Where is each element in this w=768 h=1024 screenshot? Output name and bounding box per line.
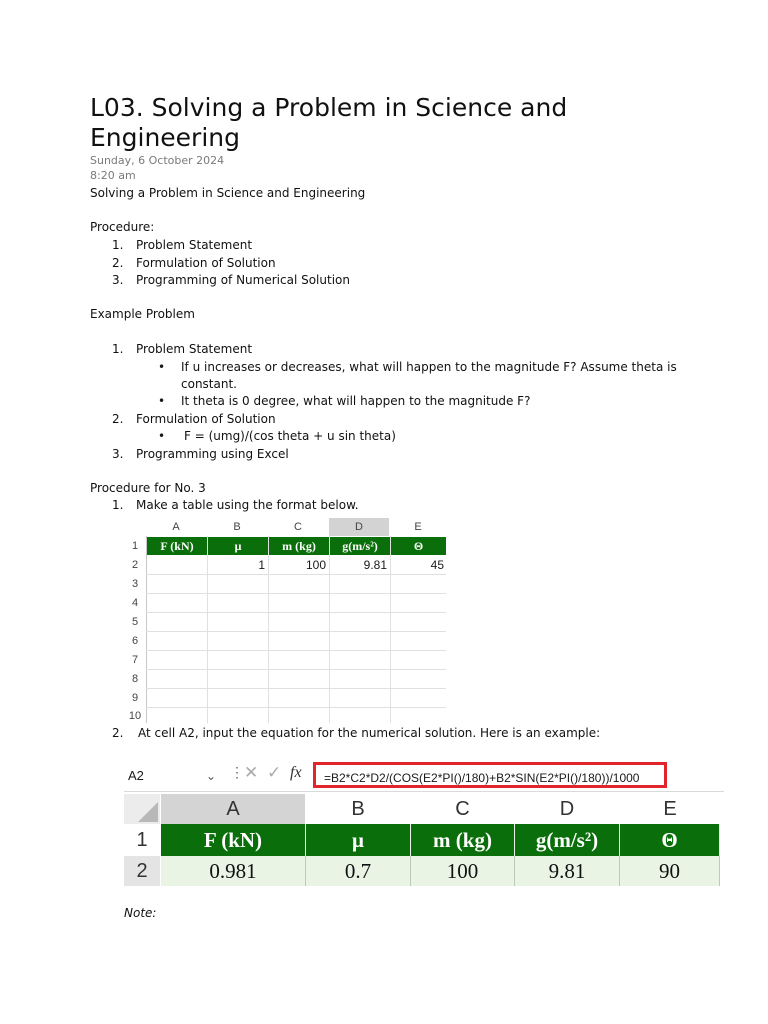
- page-title: L03. Solving a Problem in Science and Engineering: [90, 93, 568, 152]
- table-cell: 100: [411, 856, 515, 886]
- table-header-cell: μ: [306, 824, 411, 856]
- function-fx-icon[interactable]: fx: [290, 764, 302, 781]
- list-number: 1.: [112, 342, 124, 356]
- list-number: 2.: [112, 412, 124, 426]
- table-header-cell: μ: [208, 537, 268, 555]
- column-header: E: [663, 798, 677, 820]
- column-header: E: [390, 518, 446, 536]
- row-header: 5: [131, 616, 139, 628]
- column-header: A: [146, 518, 206, 536]
- table-cell: [147, 556, 203, 574]
- column-header: A: [161, 794, 305, 824]
- list-item: Make a table using the format below.: [136, 498, 359, 512]
- bullet-text: It theta is 0 degree, what will happen to the magnitude F?: [181, 394, 531, 408]
- enter-check-icon[interactable]: ✓: [267, 763, 282, 782]
- row-header: 1: [131, 540, 139, 552]
- cell-reference: A2: [128, 768, 144, 783]
- table-header-cell: g(m/s²): [515, 824, 620, 856]
- column-header: D: [329, 518, 389, 536]
- row-header: 3: [131, 578, 139, 590]
- table-header-cell: Θ: [620, 824, 720, 856]
- list-number: 1.: [112, 238, 124, 252]
- row-header: 2: [131, 559, 139, 571]
- list-item: Programming using Excel: [136, 447, 289, 461]
- table-header-cell: g(m/s²): [330, 537, 390, 555]
- list-item: Formulation of Solution: [136, 412, 276, 426]
- list-number: 2.: [112, 256, 124, 270]
- row-header: 10: [128, 710, 142, 722]
- table-cell: 0.7: [306, 856, 411, 886]
- list-item: Programming of Numerical Solution: [136, 273, 350, 287]
- bullet-text: If u increases or decreases, what will happen to the magnitude F? Assume theta is: [181, 360, 677, 374]
- row-header: 2: [124, 856, 160, 886]
- table-cell: 9.81: [515, 856, 620, 886]
- excel-formula-snippet: [124, 760, 724, 890]
- column-header: C: [268, 518, 328, 536]
- list-number: 2.: [112, 726, 124, 740]
- table-cell: 100: [305, 558, 326, 572]
- list-number: 1.: [112, 498, 124, 512]
- cancel-icon[interactable]: ✕: [244, 763, 259, 782]
- column-header: D: [559, 798, 575, 820]
- note-label: Note:: [124, 906, 157, 920]
- bullet-text: F = (umg)/(cos theta + u sin theta): [184, 429, 396, 443]
- table-header-cell: m (kg): [411, 824, 515, 856]
- more-options-icon[interactable]: ⋮: [230, 764, 244, 780]
- formula-bar-input[interactable]: =B2*C2*D2/(COS(E2*PI()/180)+B2*SIN(E2*PI()/180))/1000: [313, 762, 667, 788]
- row-header: 4: [131, 597, 139, 609]
- chevron-down-icon[interactable]: ⌄: [206, 769, 217, 783]
- table-cell: 0.981: [161, 856, 306, 886]
- subtitle-text: Solving a Problem in Science and Engineering: [90, 186, 366, 200]
- row-header: 9: [131, 692, 139, 704]
- table-cell: 45: [430, 558, 444, 572]
- list-item: Problem Statement: [136, 238, 253, 252]
- table-header-cell: F (kN): [161, 824, 306, 856]
- bullet-icon: •: [158, 429, 166, 443]
- row-header: 7: [131, 654, 139, 666]
- list-item: At cell A2, input the equation for the numerical solution. Here is an example:: [138, 726, 601, 740]
- excel-table-small: [124, 518, 446, 723]
- proc3-heading: Procedure for No. 3: [90, 481, 206, 495]
- table-cell: 90: [620, 856, 720, 886]
- select-all-corner[interactable]: [124, 794, 160, 824]
- table-header-cell: Θ: [391, 537, 446, 555]
- bullet-icon: •: [158, 360, 166, 374]
- column-header: B: [351, 798, 365, 820]
- row-header: 1: [136, 829, 148, 851]
- list-number: 3.: [112, 447, 124, 461]
- list-item: Problem Statement: [136, 342, 253, 356]
- page-date: Sunday, 6 October 2024: [90, 154, 225, 167]
- table-cell: 1: [258, 558, 265, 572]
- bullet-text: constant.: [181, 377, 237, 391]
- page-time: 8:20 am: [90, 169, 136, 182]
- column-header: C: [455, 798, 470, 820]
- row-header: 6: [131, 635, 139, 647]
- table-cell: 9.81: [363, 558, 387, 572]
- name-box[interactable]: [124, 763, 224, 789]
- row-header: 8: [131, 673, 139, 685]
- table-header-cell: m (kg): [269, 537, 329, 555]
- example-heading: Example Problem: [90, 307, 195, 321]
- column-header: B: [207, 518, 267, 536]
- list-number: 3.: [112, 273, 124, 287]
- procedure-heading: Procedure:: [90, 220, 155, 234]
- table-header-cell: F (kN): [147, 537, 207, 555]
- bullet-icon: •: [158, 394, 166, 408]
- list-item: Formulation of Solution: [136, 256, 276, 270]
